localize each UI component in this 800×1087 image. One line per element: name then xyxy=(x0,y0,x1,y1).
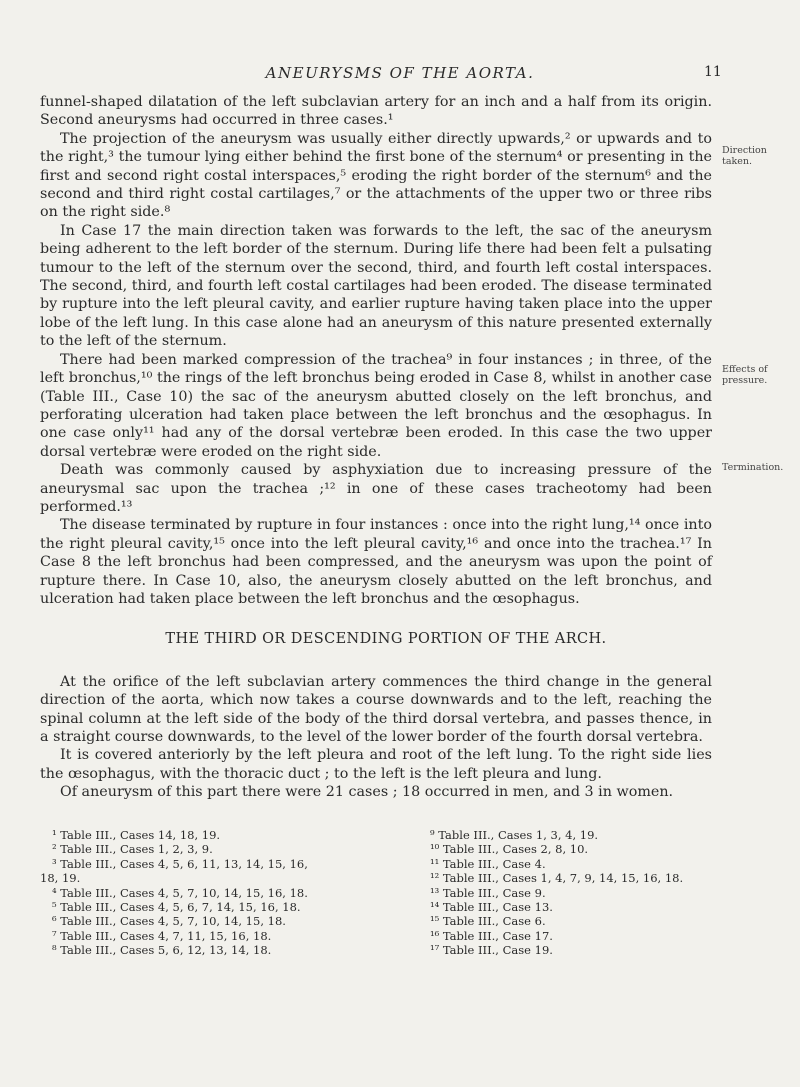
paragraph: The disease terminated by rupture in four instances : once into the right lung,¹⁴ once into the right pleural cavity,¹⁵ once into the left pleural cavity,¹⁶ and once into the trachea.¹⁷ In Case 8 the left bronchus had been compressed, and the aneurysm was upon the point of rupture there. In Case 10, also, the aneurysm closely abutted on the left bronchus, and ulceration had taken place between the left bronchus and the œsophagus. xyxy=(40,517,712,607)
page-number: 11 xyxy=(704,64,722,80)
footnote: ⁷ Table III., Cases 4, 7, 11, 15, 16, 18. xyxy=(52,928,272,943)
paragraph: At the orifice of the left subclavian artery commences the third change in the general direction of the aorta, which now takes a course downwards and to the left, reaching the spinal column at the left side of the body of the third dorsal vertebra, and passes thence, in a straight course downwards, to the level of the lower border of the fourth dorsal vertebra. xyxy=(40,673,712,745)
paragraph: Of aneurysm of this part there were 21 cases ; 18 occurred in men, and 3 in women. xyxy=(60,784,674,801)
footnote: ⁶ Table III., Cases 4, 5, 7, 10, 14, 15, 18. xyxy=(52,914,286,929)
footnote: ¹⁶ Table III., Case 17. xyxy=(430,928,553,943)
footnote: ² Table III., Cases 1, 2, 3, 9. xyxy=(52,842,213,857)
paragraph: The projection of the aneurysm was usually either directly upwards,² or upwards and to the right,³ the tumour lying either behind the first bone of the sternum⁴ or presenting in the first and second right costal interspaces,⁵ eroding the right border of the sternum⁶ and the second and third right costal cartilages,⁷ or the attachments of the upper two or three ribs on the right side.⁸ xyxy=(40,130,712,221)
footnote: ¹⁵ Table III., Case 6. xyxy=(430,914,546,929)
side-note-direction: Direction taken. xyxy=(722,145,767,167)
footnotes-right xyxy=(430,828,750,958)
footnote-continuation: 18, 19. xyxy=(40,871,81,886)
section-heading: THE THIRD OR DESCENDING PORTION OF THE ARCH. xyxy=(165,631,607,648)
footnote: ¹⁰ Table III., Cases 2, 8, 10. xyxy=(430,842,589,857)
footnote: ¹ Table III., Cases 14, 18, 19. xyxy=(52,828,221,842)
paragraph: There had been marked compression of the trachea⁹ in four instances ; in three, of the left bronchus,¹⁰ the rings of the left bronchus being eroded in Case 8, whilst in another case (Table III., Case 10) the sac of the aneurysm abutted closely on the left bronchus, and perforating ulceration had taken place between the left bronchus and the œsophagus. In one case only¹¹ had any of the dorsal vertebræ been eroded. In this case the two upper dorsal vertebræ were eroded on the right side. xyxy=(40,351,712,460)
footnote: ⁵ Table III., Cases 4, 5, 6, 7, 14, 15, 16, 18. xyxy=(52,900,301,915)
footnote: ¹³ Table III., Case 9. xyxy=(430,885,546,900)
footnote: ⁹ Table III., Cases 1, 3, 4, 19. xyxy=(430,828,599,842)
side-note-pressure: Effects of pressure. xyxy=(722,364,768,386)
body-text xyxy=(40,93,712,802)
paragraph: funnel-shaped dilatation of the left subclavian artery for an inch and a half from its origin. Second aneurysms had occurred in three cases.¹ xyxy=(40,94,712,129)
footnote: ⁸ Table III., Cases 5, 6, 12, 13, 14, 18. xyxy=(52,943,272,958)
paragraph: In Case 17 the main direction taken was forwards to the left, the sac of the aneurysm being adherent to the left border of the sternum. During life there had been felt a pulsating tumour to the left of the sternum over the second, third, and fourth left costal interspaces. The second, third, and fourth left costal cartilages had been eroded. The disease terminated by rupture into the left pleural cavity, and earlier rupture having taken place into the upper lobe of the left lung. In this case alone had an aneurysm of this nature presented externally to the left of the sternum. xyxy=(40,222,712,350)
paragraph: Death was commonly caused by asphyxiation due to increasing pressure of the aneurysmal sac upon the trachea ;¹² in one of these cases tracheotomy had been performed.¹³ xyxy=(40,462,712,515)
footnote: ¹² Table III., Cases 1, 4, 7, 9, 14, 15, 16, 18. xyxy=(430,871,684,886)
footnote: ¹⁷ Table III., Case 19. xyxy=(430,943,553,958)
footnote: ¹⁴ Table III., Case 13. xyxy=(430,900,553,915)
footnote: ¹¹ Table III., Case 4. xyxy=(430,856,546,871)
footnotes-left xyxy=(40,828,352,958)
running-header-title: ANEURYSMS OF THE AORTA. xyxy=(265,64,535,82)
paragraph: It is covered anteriorly by the left pleura and root of the left lung. To the right side lies the œsophagus, with the thoracic duct ; to the left is the left pleura and lung. xyxy=(40,747,712,782)
side-note-termination: Termination. xyxy=(722,462,784,473)
footnote: ³ Table III., Cases 4, 5, 6, 11, 13, 14, 15, 16, xyxy=(52,856,308,871)
footnote: ⁴ Table III., Cases 4, 5, 7, 10, 14, 15, 16, 18. xyxy=(52,885,308,900)
